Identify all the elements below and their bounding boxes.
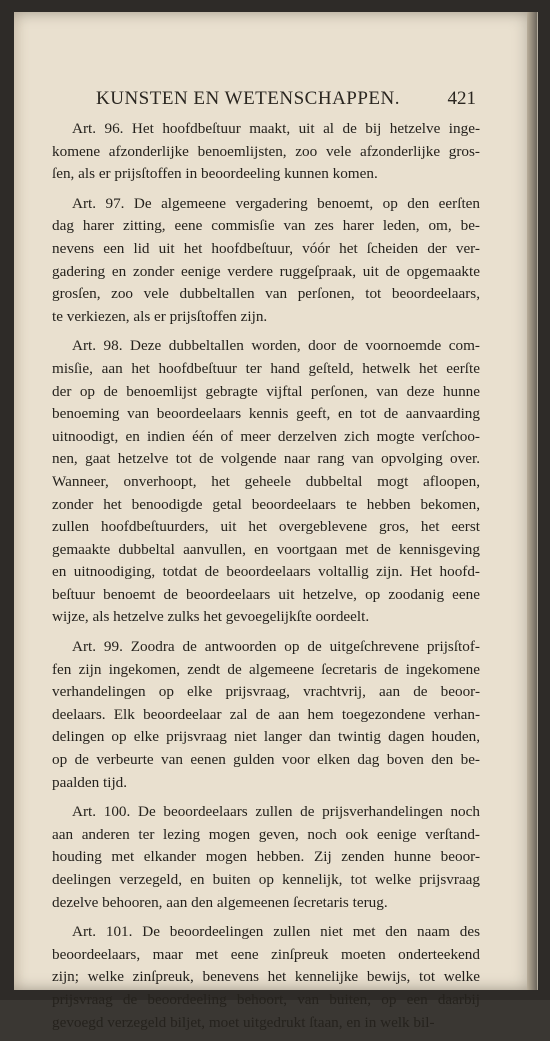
article-paragraph xyxy=(52,921,480,1034)
text-line: gevoegd verzegeld biljet, moet uitgedrukt ſtaan, en in welk bil- xyxy=(52,1013,435,1031)
text-line: Art. 97. De algemeene vergadering benoemt, op den eerſten xyxy=(72,194,480,212)
text-line: gadering en zonder eenige verdere ruggeſpraak, uit de opgemaakte xyxy=(52,262,480,280)
text-line: beoordeelaars, maar met eene zinſpreuk moeten onderteekend xyxy=(52,945,480,963)
text-line: op de verbeurte van eenen gulden voor elken dag boven den be- xyxy=(52,751,480,769)
text-line: Art. 99. Zoodra de antwoorden op de uitgeſchrevene prijsſtof- xyxy=(72,638,480,656)
text-line: grosſen, zoo vele dubbeltallen van perſonen, tot beoordeelaars, xyxy=(52,285,480,303)
text-line: dezelve behooren, aan den algemeenen ſecretaris terug. xyxy=(52,893,388,911)
text-line: fen zijn ingekomen, zendt de algemeene ſecretaris de ingekomene xyxy=(52,660,480,678)
text-line: verhandelingen op elke prijsvraag, vrachtvrij, aan de beoor- xyxy=(52,683,480,701)
text-line: zonder het benoodigde getal beoordeelaars te hebben bekomen, xyxy=(52,495,480,513)
text-line: Wanneer, onverhoopt, het geheele dubbeltal mogt afloopen, xyxy=(52,472,480,490)
text-line: wijze, als hetzelve zulks het gevoegelijkſte oordeelt. xyxy=(52,608,370,626)
page-header xyxy=(96,88,476,114)
article-paragraph xyxy=(52,636,480,794)
text-line: zullen hoofdbeſtuurders, uit het overgeblevene gros, het eerst xyxy=(52,518,480,536)
article-paragraph xyxy=(52,193,480,329)
text-line: te verkiezen, als er prijsſtoffen zijn. xyxy=(52,307,268,325)
text-line: Art. 101. De beoordeelingen zullen niet met den naam des xyxy=(72,923,480,941)
page-edge xyxy=(527,12,537,990)
text-line: komene afzonderlijke benoemlijsten, zoo vele afzonderlijke gros- xyxy=(52,142,480,160)
text-line: prijsvraag de beoordeeling behoort, van buiten, op een daarbij xyxy=(52,990,480,1008)
body-text xyxy=(52,118,480,1041)
text-line: Art. 96. Het hoofdbeſtuur maakt, uit al de bij hetzelve inge- xyxy=(72,120,480,137)
text-line: uitnoodigt, en indien één of meer derzelven zich mogte verſchoo- xyxy=(52,427,480,445)
text-line: Art. 100. De beoordeelaars zullen de prijsverhandelingen noch xyxy=(72,803,480,821)
text-line: nen, gaat hetzelve tot de volgende naar rang van opvolging over. xyxy=(52,450,480,468)
text-line: deelingen verzegeld, en buiten op kennelijk, tot welke prijsvraag xyxy=(52,871,480,888)
page-number: 421 xyxy=(447,88,476,109)
text-line: Art. 98. Deze dubbeltallen worden, door de voornoemde com- xyxy=(72,337,480,355)
text-line: deelaars. Elk beoordeelaar zal de aan hem toegezondene verhan- xyxy=(52,705,480,723)
text-line: dag harer zitting, eene commisſie van zes harer leden, om, be- xyxy=(52,217,480,235)
text-line: ſen, als er prijsſtoffen in beoordeeling kunnen komen. xyxy=(52,165,378,183)
text-line: benoeming van beoordeelaars kennis geeft, en tot de aanvaarding xyxy=(52,405,480,423)
article-paragraph xyxy=(52,335,480,629)
text-line: gemaakte dubbeltal aanvullen, en voortgaan met de kennisgeving xyxy=(52,540,480,558)
article-paragraph xyxy=(52,118,480,186)
text-line: en uitnoodiging, totdat de beoordeelaars voltallig zijn. Het hoofd- xyxy=(52,563,480,581)
running-title: KUNSTEN EN WETENSCHAPPEN. xyxy=(96,88,401,109)
text-line: paalden tijd. xyxy=(52,773,128,791)
text-line: nevens een lid uit het hoofdbeſtuur, vóór het ſcheiden der ver- xyxy=(52,239,480,257)
text-line: der op de benoemlijst gebragte vijftal perſonen, van deze hunne xyxy=(52,382,480,400)
text-line: delingen op elke prijsvraag niet langer dan twintig dagen houden, xyxy=(52,728,480,746)
text-line: misſie, aan het hoofdbeſtuur ter hand geſteld, hetwelk het eerſte xyxy=(52,359,480,377)
text-line: zijn; welke zinſpreuk, benevens het kennelijke bewijs, tot welke xyxy=(52,968,480,986)
text-line: aan anderen ter lezing mogen geven, noch ook eenige verſtand- xyxy=(52,825,480,843)
text-line: beſtuur benoemt de beoordeelaars uit hetzelve, op zoodanig eene xyxy=(52,585,480,603)
article-paragraph xyxy=(52,801,480,914)
text-line: houding met elkander mogen hebben. Zij zenden hunne beoor- xyxy=(52,848,480,866)
